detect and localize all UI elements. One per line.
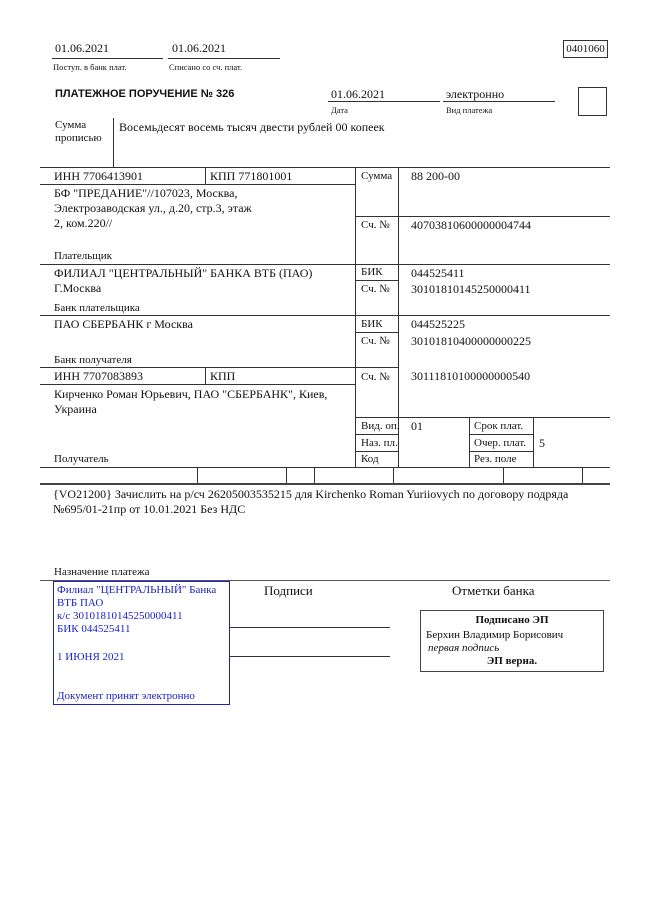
payee-bik-label: БИК <box>361 318 383 330</box>
purpose-line-2: №695/01-21пр от 10.01.2021 Без НДС <box>53 502 246 516</box>
ep-verified: ЭП верна. <box>486 655 538 667</box>
ocher-label: Очер. плат. <box>474 437 527 449</box>
divider <box>314 467 315 483</box>
signer-role: первая подпись <box>428 642 500 654</box>
payer-bank-account-label: Сч. № <box>361 283 390 295</box>
divider <box>40 384 355 385</box>
vid-op-label: Вид. оп. <box>361 420 400 432</box>
payer-kpp: КПП 771801001 <box>210 169 293 183</box>
payee-inn: ИНН 7707083893 <box>54 369 143 383</box>
stamp-line-2: ВТБ ПАО <box>57 597 104 609</box>
bank-marks-label: Отметки банка <box>452 583 535 598</box>
status-checkbox <box>578 87 607 116</box>
divider <box>443 101 555 102</box>
rez-label: Рез. поле <box>474 453 517 465</box>
divider <box>328 101 440 102</box>
divider <box>113 118 114 167</box>
amount-words-label-2: прописью <box>55 132 102 144</box>
payer-bik-label: БИК <box>361 266 383 278</box>
payee-bank-name: ПАО СБЕРБАНК г Москва <box>54 317 193 331</box>
signed-label: Подписано ЭП <box>475 614 549 626</box>
purpose-line-1: {VO21200} Зачислить на р/сч 26205003535215 для Kirchenko Roman Yuriiovych по договору подряда <box>53 487 569 501</box>
divider <box>355 367 398 368</box>
form-code: 0401060 <box>563 40 608 58</box>
payer-name-2: Электрозаводская ул., д.20, стр.3, этаж <box>54 201 252 215</box>
stamp-date: 1 ИЮНЯ 2021 <box>57 651 125 663</box>
payer-account-label: Сч. № <box>361 219 390 231</box>
stamp-footer: Документ принят электронно <box>57 690 195 702</box>
divider <box>40 184 355 185</box>
debited-date: 01.06.2021 <box>172 41 226 55</box>
divider <box>205 167 206 184</box>
divider <box>40 483 610 485</box>
payee-kpp: КПП <box>210 369 236 383</box>
payer-name-3: 2, ком.220// <box>54 216 113 230</box>
divider <box>355 417 610 418</box>
amount-label: Сумма <box>361 170 393 182</box>
vid-op-value: 01 <box>411 419 423 433</box>
divider <box>355 167 356 468</box>
signer-name: Берхин Владимир Борисович <box>426 629 564 641</box>
table-top-line <box>40 167 610 168</box>
payer-label: Плательщик <box>54 250 112 262</box>
divider <box>168 58 280 59</box>
purpose-label: Назначение платежа <box>54 566 150 578</box>
payee-bik: 044525225 <box>411 317 465 331</box>
stamp-line-4: БИК 044525411 <box>57 623 131 635</box>
divider <box>40 264 610 265</box>
kod-label: Код <box>361 453 379 465</box>
received-label: Поступ. в банк плат. <box>53 62 127 72</box>
divider <box>355 332 398 333</box>
srok-label: Срок плат. <box>474 420 524 432</box>
divider <box>197 467 198 483</box>
divider <box>355 434 398 435</box>
divider <box>355 451 398 452</box>
document-date: 01.06.2021 <box>331 87 385 101</box>
bank-stamp <box>53 581 230 705</box>
signatures-label: Подписи <box>264 583 313 598</box>
payee-bank-account: 30101810400000000225 <box>411 334 531 348</box>
amount-words: Восемьдесят восемь тысяч двести рублей 00 копеек <box>119 120 385 134</box>
divider <box>469 451 533 452</box>
payment-type-label: Вид платежа <box>446 105 493 115</box>
payee-account-label: Сч. № <box>361 371 390 383</box>
stamp-line-3: к/с 30101810145250000411 <box>57 610 183 622</box>
payer-inn: ИНН 7706413901 <box>54 169 143 183</box>
divider <box>469 434 533 435</box>
divider <box>52 58 163 59</box>
divider <box>40 315 610 316</box>
divider <box>393 467 394 483</box>
divider <box>533 417 534 468</box>
naz-pl-label: Наз. пл. <box>361 437 398 449</box>
payer-bik: 044525411 <box>411 266 465 280</box>
divider <box>469 417 470 468</box>
payer-bank-name-2: Г.Москва <box>54 281 102 295</box>
signature-line-2 <box>230 656 390 657</box>
divider <box>286 467 287 483</box>
payee-name-1: Кирченко Роман Юрьевич, ПАО "СБЕРБАНК", Киев, <box>54 387 328 401</box>
payee-account: 30111810100000000540 <box>411 369 531 383</box>
divider <box>355 216 610 217</box>
divider <box>40 367 355 368</box>
date-label: Дата <box>331 105 348 115</box>
payee-name-2: Украина <box>54 402 97 416</box>
amount-value: 88 200-00 <box>411 169 460 183</box>
divider <box>40 467 610 468</box>
payee-bank-label: Банк получателя <box>54 354 132 366</box>
divider <box>355 280 398 281</box>
payer-bank-account: 30101810145250000411 <box>411 282 531 296</box>
payer-bank-name-1: ФИЛИАЛ "ЦЕНТРАЛЬНЫЙ" БАНКА ВТБ (ПАО) <box>54 266 313 280</box>
payee-bank-account-label: Сч. № <box>361 335 390 347</box>
ep-signature-box <box>420 610 604 672</box>
ocher-value: 5 <box>539 436 545 450</box>
payer-account: 40703810600000004744 <box>411 218 531 232</box>
document-title: ПЛАТЕЖНОЕ ПОРУЧЕНИЕ № 326 <box>55 88 235 100</box>
signature-line-1 <box>230 627 390 628</box>
divider <box>205 367 206 384</box>
debited-label: Списано со сч. плат. <box>169 62 243 72</box>
divider <box>503 467 504 483</box>
payment-type: электронно <box>446 87 505 101</box>
divider <box>582 467 583 483</box>
payee-label: Получатель <box>54 453 109 465</box>
payer-name-1: БФ "ПРЕДАНИЕ"//107023, Москва, <box>54 186 238 200</box>
received-date: 01.06.2021 <box>55 41 109 55</box>
amount-words-label-1: Сумма <box>55 119 87 131</box>
payer-bank-label: Банк плательщика <box>54 302 140 314</box>
stamp-line-1: Филиал "ЦЕНТРАЛЬНЫЙ" Банка <box>57 584 217 596</box>
